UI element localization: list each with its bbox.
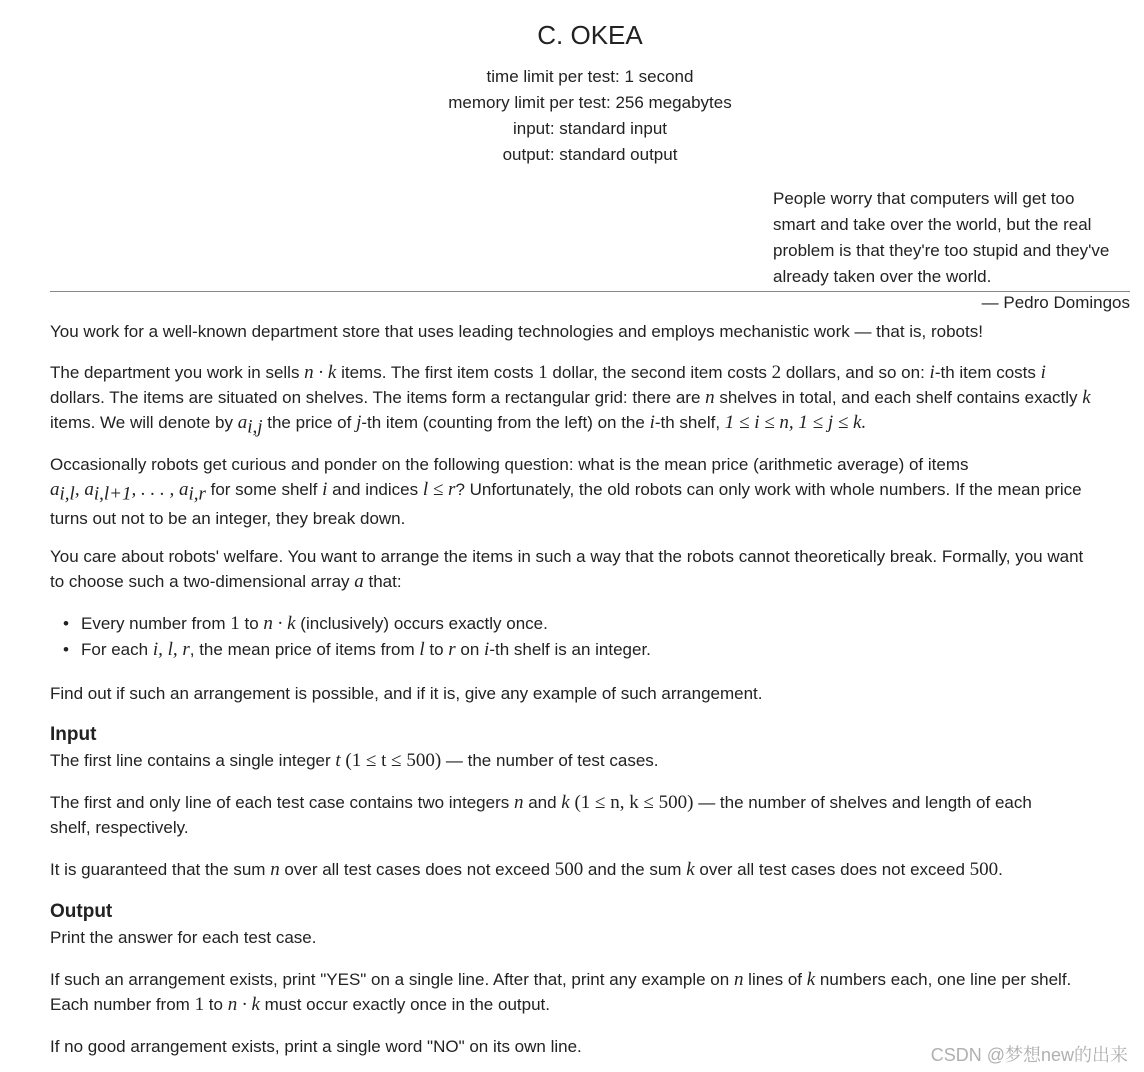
epigraph-line: problem is that they're too stupid and they've [773,241,1110,260]
list-item: • Every number from 1 to n · k (inclusively) occurs exactly once. [63,611,1123,637]
epigraph-line: already taken over the world. [773,267,992,286]
divider [50,291,1130,292]
input-paragraph-3: It is guaranteed that the sum n over all test cases does not exceed 500 and the sum k over all test cases does not exceed 500. [50,859,1003,880]
epigraph-line: smart and take over the world, but the real [773,215,1092,234]
statement-paragraph-5: Find out if such an arrangement is possible, and if it is, give any example of such arrangement. [50,684,763,703]
input-paragraph-2: The first and only line of each test case contains two integers n and k (1 ≤ n, k ≤ 500) — the number of shelves and length of each shelf, respectively. [50,792,1032,837]
output-heading: Output [50,901,113,922]
input-heading: Input [50,724,97,745]
statement-paragraph-3: Occasionally robots get curious and ponder on the following question: what is the mean price (arithmetic average) of items $a_{i,l}$, $a_{i,l+1}$, . . . , $a_{i,r}$ for some shelf i and indices l ≤ r? Unfortunately, the old robots can only work with whole numbers. If the mean price turns out not to be an integer, they break down. [50,455,1082,529]
time-limit: time limit per test: 1 second [486,67,694,86]
input-spec: input: standard input [512,119,668,138]
statement-paragraph-4: You care about robots' welfare. You want to arrange the items in such a way that the robots cannot theoretically break. Formally, you want to choose such a two-dimensional array a that: [50,547,1084,592]
output-paragraph-2: If such an arrangement exists, print "YES" on a single line. After that, print any example on n lines of k numbers each, one line per shelf. Each number from 1 to n · k must occur exactly once in the output. [50,969,1072,1015]
watermark: CSDN @梦想new的出来 [930,1045,1128,1065]
output-paragraph-3: If no good arrangement exists, print a single word "NO" on its own line. [50,1037,582,1056]
list-item: • For each i, l, r, the mean price of items from l to r on i-th shelf is an integer. [63,637,1123,663]
epigraph [773,186,1133,290]
memory-limit: memory limit per test: 256 megabytes [448,93,732,112]
problem-title: C. OKEA [537,20,643,50]
output-paragraph-1: Print the answer for each test case. [50,928,317,947]
statement-paragraph-1: You work for a well-known department store that uses leading technologies and employs mechanistic work — that is, robots! [50,322,983,341]
conditions-list [63,611,1123,663]
input-paragraph-1: The first line contains a single integer t (1 ≤ t ≤ 500) — the number of test cases. [50,750,659,771]
epigraph-line: People worry that computers will get too [773,189,1075,208]
output-spec: output: standard output [502,145,678,164]
statement-paragraph-2: The department you work in sells n · k items. The first item costs 1 dollar, the second item costs 2 dollars, and so on: i-th item costs i dollars. The items are situated on shelves. The items form a rectangular grid: there are n shelves in total, and each shelf contains exactly k items. We will denote by $a_{i,j}$ the price of j-th item (counting from the left) on the i-th shelf, 1 ≤ i ≤ n, 1 ≤ j ≤ k. [50,362,1091,438]
epigraph-author: — Pedro Domingos [981,293,1130,312]
